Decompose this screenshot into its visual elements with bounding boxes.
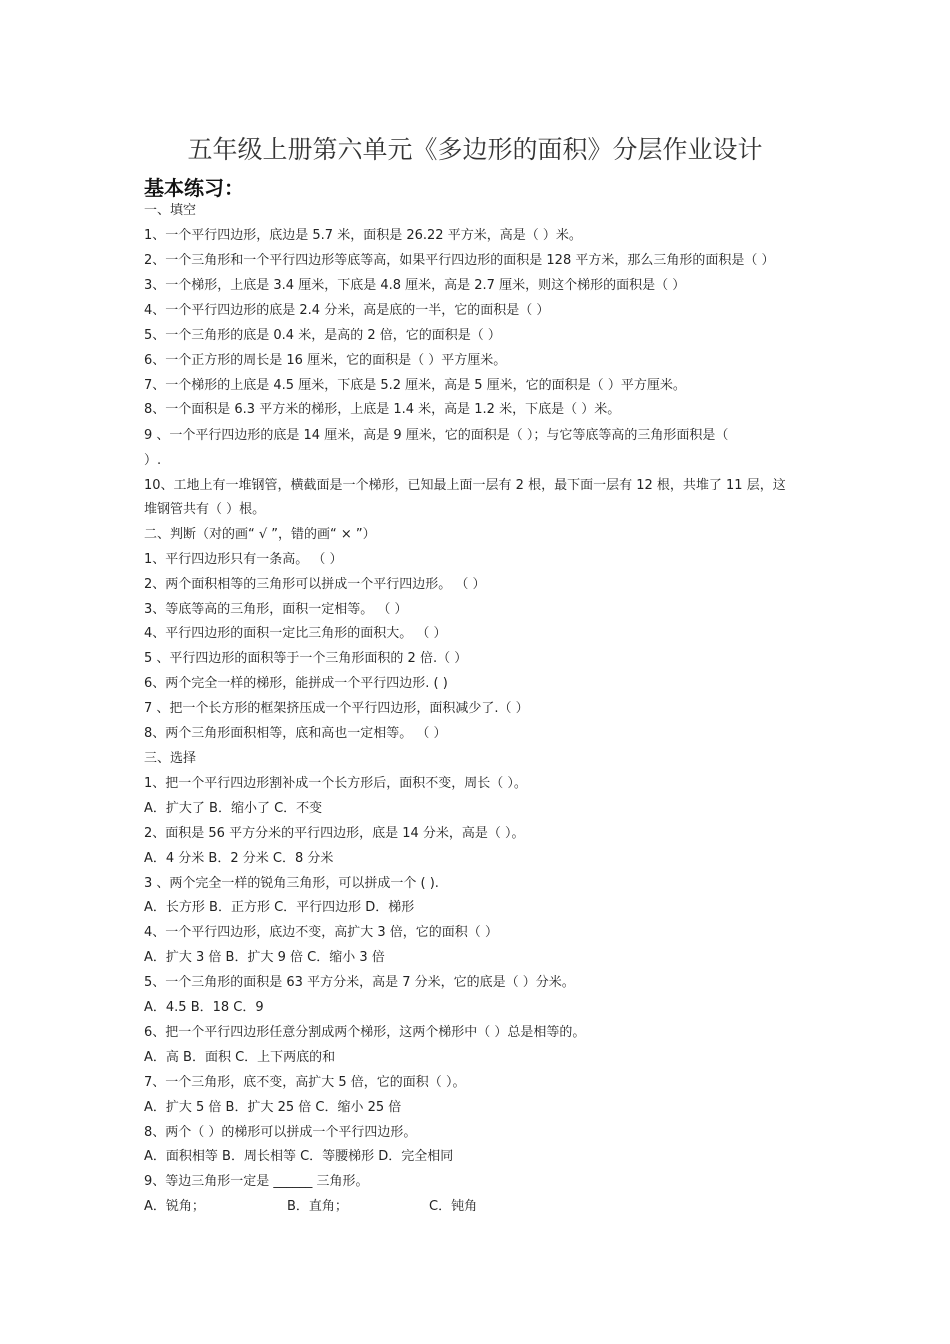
fill-question-3: 3、一个梯形，上底是 3.4 厘米，下底是 4.8 厘米，高是 2.7 厘米，则这个梯形的面积是（ ）	[144, 278, 686, 293]
fill-question-6: 6、一个正方形的周长是 16 厘米，它的面积是（ ）平方厘米。	[144, 353, 507, 368]
choice-options-6: A．高 B．面积 C．上下两底的和	[144, 1050, 336, 1065]
judge-question-5: 5 、平行四边形的面积等于一个三角形面积的 2 倍.（ ）	[144, 651, 468, 666]
choice-options-7: A．扩大 5 倍 B．扩大 25 倍 C．缩小 25 倍	[144, 1100, 402, 1115]
judge-question-7: 7 、把一个长方形的框架挤压成一个平行四边形，面积减少了.（ ）	[144, 701, 529, 716]
judge-question-1: 1、平行四边形只有一条高。 （ ）	[144, 552, 343, 567]
fill-section-header: 一、填空	[144, 203, 197, 218]
choice-question-5: 5、一个三角形的面积是 63 平方分米，高是 7 分米，它的底是（ ）分米。	[144, 975, 575, 990]
choice-options-4: A．扩大 3 倍 B．扩大 9 倍 C．缩小 3 倍	[144, 950, 385, 965]
choice-question-6: 6、把一个平行四边形任意分割成两个梯形，这两个梯形中（ ）总是相等的。	[144, 1025, 586, 1040]
fill-question-2: 2、一个三角形和一个平行四边形等底等高，如果平行四边形的面积是 128 平方米，那么三角形的面积是（ ）	[144, 253, 775, 268]
fill-question-5: 5、一个三角形的底是 0.4 米，是高的 2 倍，它的面积是（ ）	[144, 328, 501, 343]
choice-question-7: 7、一个三角形，底不变，高扩大 5 倍，它的面积（ ）。	[144, 1075, 466, 1090]
choice-question-1: 1、把一个平行四边形割补成一个长方形后，面积不变，周长（ ）。	[144, 776, 527, 791]
choice-options-9	[144, 1197, 814, 1217]
choice-question-4: 4、一个平行四边形，底边不变，高扩大 3 倍，它的面积（ ）	[144, 925, 498, 940]
fill-question-9-line-1: 9 、一个平行四边形的底是 14 厘米，高是 9 厘米，它的面积是（ ）；与它等底等高的三角形面积是（	[144, 428, 729, 443]
fill-question-7: 7、一个梯形的上底是 4.5 厘米，下底是 5.2 厘米，高是 5 厘米，它的面积是（ ）平方厘米。	[144, 378, 686, 393]
choice-options-8: A．面积相等 B．周长相等 C．等腰梯形 D．完全相同	[144, 1149, 454, 1164]
choice-options-1: A．扩大了 B．缩小了 C．不变	[144, 801, 323, 816]
fill-question-8: 8、一个面积是 6.3 平方米的梯形，上底是 1.4 米，高是 1.2 米，下底是（ ）米。	[144, 402, 621, 417]
choice-question-2: 2、面积是 56 平方分米的平行四边形，底是 14 分米，高是（ ）。	[144, 826, 525, 841]
judge-section-header: 二、判断（对的画“ √ ”，错的画“ × ”）	[144, 527, 376, 542]
judge-question-3: 3、等底等高的三角形，面积一定相等。 （ ）	[144, 602, 408, 617]
choice-section-header: 三、选择	[144, 751, 197, 766]
fill-question-1: 1、一个平行四边形，底边是 5.7 米，面积是 26.22 平方米，高是（ ）米。	[144, 228, 582, 243]
judge-question-4: 4、平行四边形的面积一定比三角形的面积大。 （ ）	[144, 626, 447, 641]
judge-question-2: 2、两个面积相等的三角形可以拼成一个平行四边形。 （ ）	[144, 577, 486, 592]
choice-9-option-c: C．钝角	[429, 1199, 478, 1214]
section-heading-basic: 基本练习：	[144, 176, 244, 200]
fill-question-10-line-2: 堆钢管共有（ ）根。	[144, 502, 266, 517]
choice-options-2: A．4 分米 B．2 分米 C．8 分米	[144, 851, 334, 866]
choice-9-option-a: A．锐角；	[144, 1199, 205, 1214]
choice-options-5: A．4.5 B．18 C．9	[144, 1000, 264, 1015]
judge-question-8: 8、两个三角形面积相等，底和高也一定相等。 （ ）	[144, 726, 447, 741]
choice-question-8: 8、两个（ ）的梯形可以拼成一个平行四边形。	[144, 1125, 417, 1140]
choice-question-3: 3 、两个完全一样的锐角三角形，可以拼成一个 ( ).	[144, 876, 439, 891]
choice-options-3: A．长方形 B．正方形 C．平行四边形 D．梯形	[144, 900, 415, 915]
fill-question-4: 4、一个平行四边形的底是 2.4 分米，高是底的一半，它的面积是（ ）	[144, 303, 550, 318]
fill-question-9-line-2: ）.	[144, 453, 162, 468]
choice-9-option-b: B．直角；	[287, 1199, 348, 1214]
choice-question-9: 9、等边三角形一定是 ______ 三角形。	[144, 1174, 369, 1189]
judge-question-6: 6、两个完全一样的梯形，能拼成一个平行四边形. ( )	[144, 676, 448, 691]
document-title: 五年级上册第六单元《多边形的面积》分层作业设计	[187, 135, 763, 164]
fill-question-10-line-1: 10、工地上有一堆钢管，横截面是一个梯形，已知最上面一层有 2 根，最下面一层有 12 根，共堆了 11 层，这	[144, 478, 786, 493]
